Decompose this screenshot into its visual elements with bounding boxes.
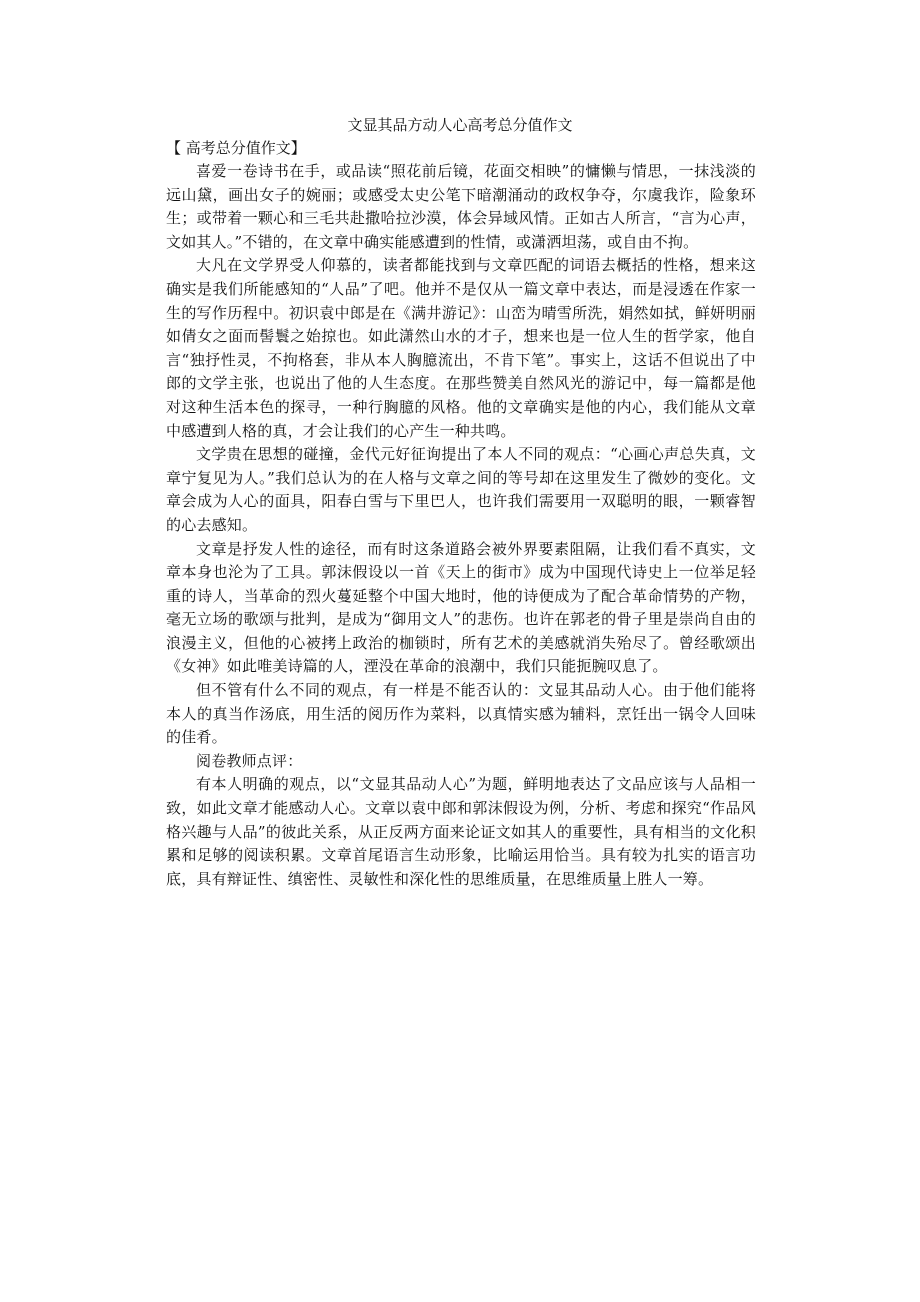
document-body [166, 160, 756, 891]
document-title: 文显其品方动人心高考总分值作文 [347, 116, 573, 134]
paragraph-4: 文章是抒发人性的途径，而有时这条道路会被外界要素阻隔，让我们看不真实，文章本身也沦为了工具。郭沫假设以一首《天上的街市》成为中国现代诗史上一位举足轻重的诗人，当革命的烈火蔓延整个中国大地时，他的诗便成为了配合革命情势的产物，毫无立场的歌颂与批判，是成为“御用文人”的悲伤。也许在郭老的骨子里是崇尚自由的浪漫主义，但他的心被拷上政治的枷锁时，所有艺术的美感就消失殆尽了。曾经歌颂出《女神》如此唯美诗篇的人，湮没在革命的浪潮中，我们只能扼腕叹息了。 [166, 539, 756, 676]
paragraph-1: 喜爱一卷诗书在手，或品读“照花前后镜，花面交相映”的慵懒与情思，一抹浅淡的远山黛，画出女子的婉丽；或感受太史公笔下暗潮涌动的政权争夺，尔虞我诈，险象环生；或带着一颗心和三毛共赴撒哈拉沙漠，体会异域风情。正如古人所言，“言为心声，文如其人。”不错的，在文章中确实能感遭到的性情，或潇洒坦荡，或自由不拘。 [166, 162, 756, 251]
section-label: 【 高考总分值作文】 [166, 139, 306, 157]
paragraph-2: 大凡在文学界受人仰慕的，读者都能找到与文章匹配的词语去概括的性格，想来这确实是我们所能感知的“人品”了吧。他并不是仅从一篇文章中表达，而是浸透在作家一生的写作历程中。初识袁中郎是在《满井游记》：山峦为晴雪所洗，娟然如拭，鲜妍明丽如倩女之面而髻鬟之始掠也。如此潇然山水的才子，想来也是一位人生的哲学家，他自言“独抒性灵，不拘格套，非从本人胸臆流出，不肯下笔”。事实上，这话不但说出了中郎的文学主张，也说出了他的人生态度。在那些赞美自然风光的游记中，每一篇都是他对这种生活本色的探寻，一种行胸臆的风格。他的文章确实是他的内心，我们能从文章中感遭到人格的真，才会让我们的心产生一种共鸣。 [166, 256, 756, 440]
paragraph-3: 文学贵在思想的碰撞，金代元好征询提出了本人不同的观点：“心画心声总失真，文章宁复见为人。”我们总认为的在人格与文章之间的等号却在这里发生了微妙的变化。文章会成为人心的面具，阳春白雪与下里巴人，也许我们需要用一双聪明的眼，一颗睿智的心去感知。 [166, 445, 756, 534]
review-heading: 阅卷教师点评： [196, 751, 303, 770]
review-comment: 有本人明确的观点，以“文显其品动人心”为题，鲜明地表达了文品应该与人品相一致，如此文章才能感动人心。文章以袁中郎和郭沫假设为例，分析、考虑和探究“作品风格兴趣与人品”的彼此关系，从正反两方面来论证文如其人的重要性，具有相当的文化积累和足够的阅读积累。文章首尾语言生动形象，比喻运用恰当。具有较为扎实的语言功底，具有辩证性、缜密性、灵敏性和深化性的思维质量，在思维质量上胜人一筹。 [166, 775, 756, 888]
paragraph-5: 但不管有什么不同的观点，有一样是不能否认的：文显其品动人心。由于他们能将本人的真当作汤底，用生活的阅历作为菜料，以真情实感为辅料，烹饪出一锅令人回味的佳肴。 [166, 681, 756, 747]
